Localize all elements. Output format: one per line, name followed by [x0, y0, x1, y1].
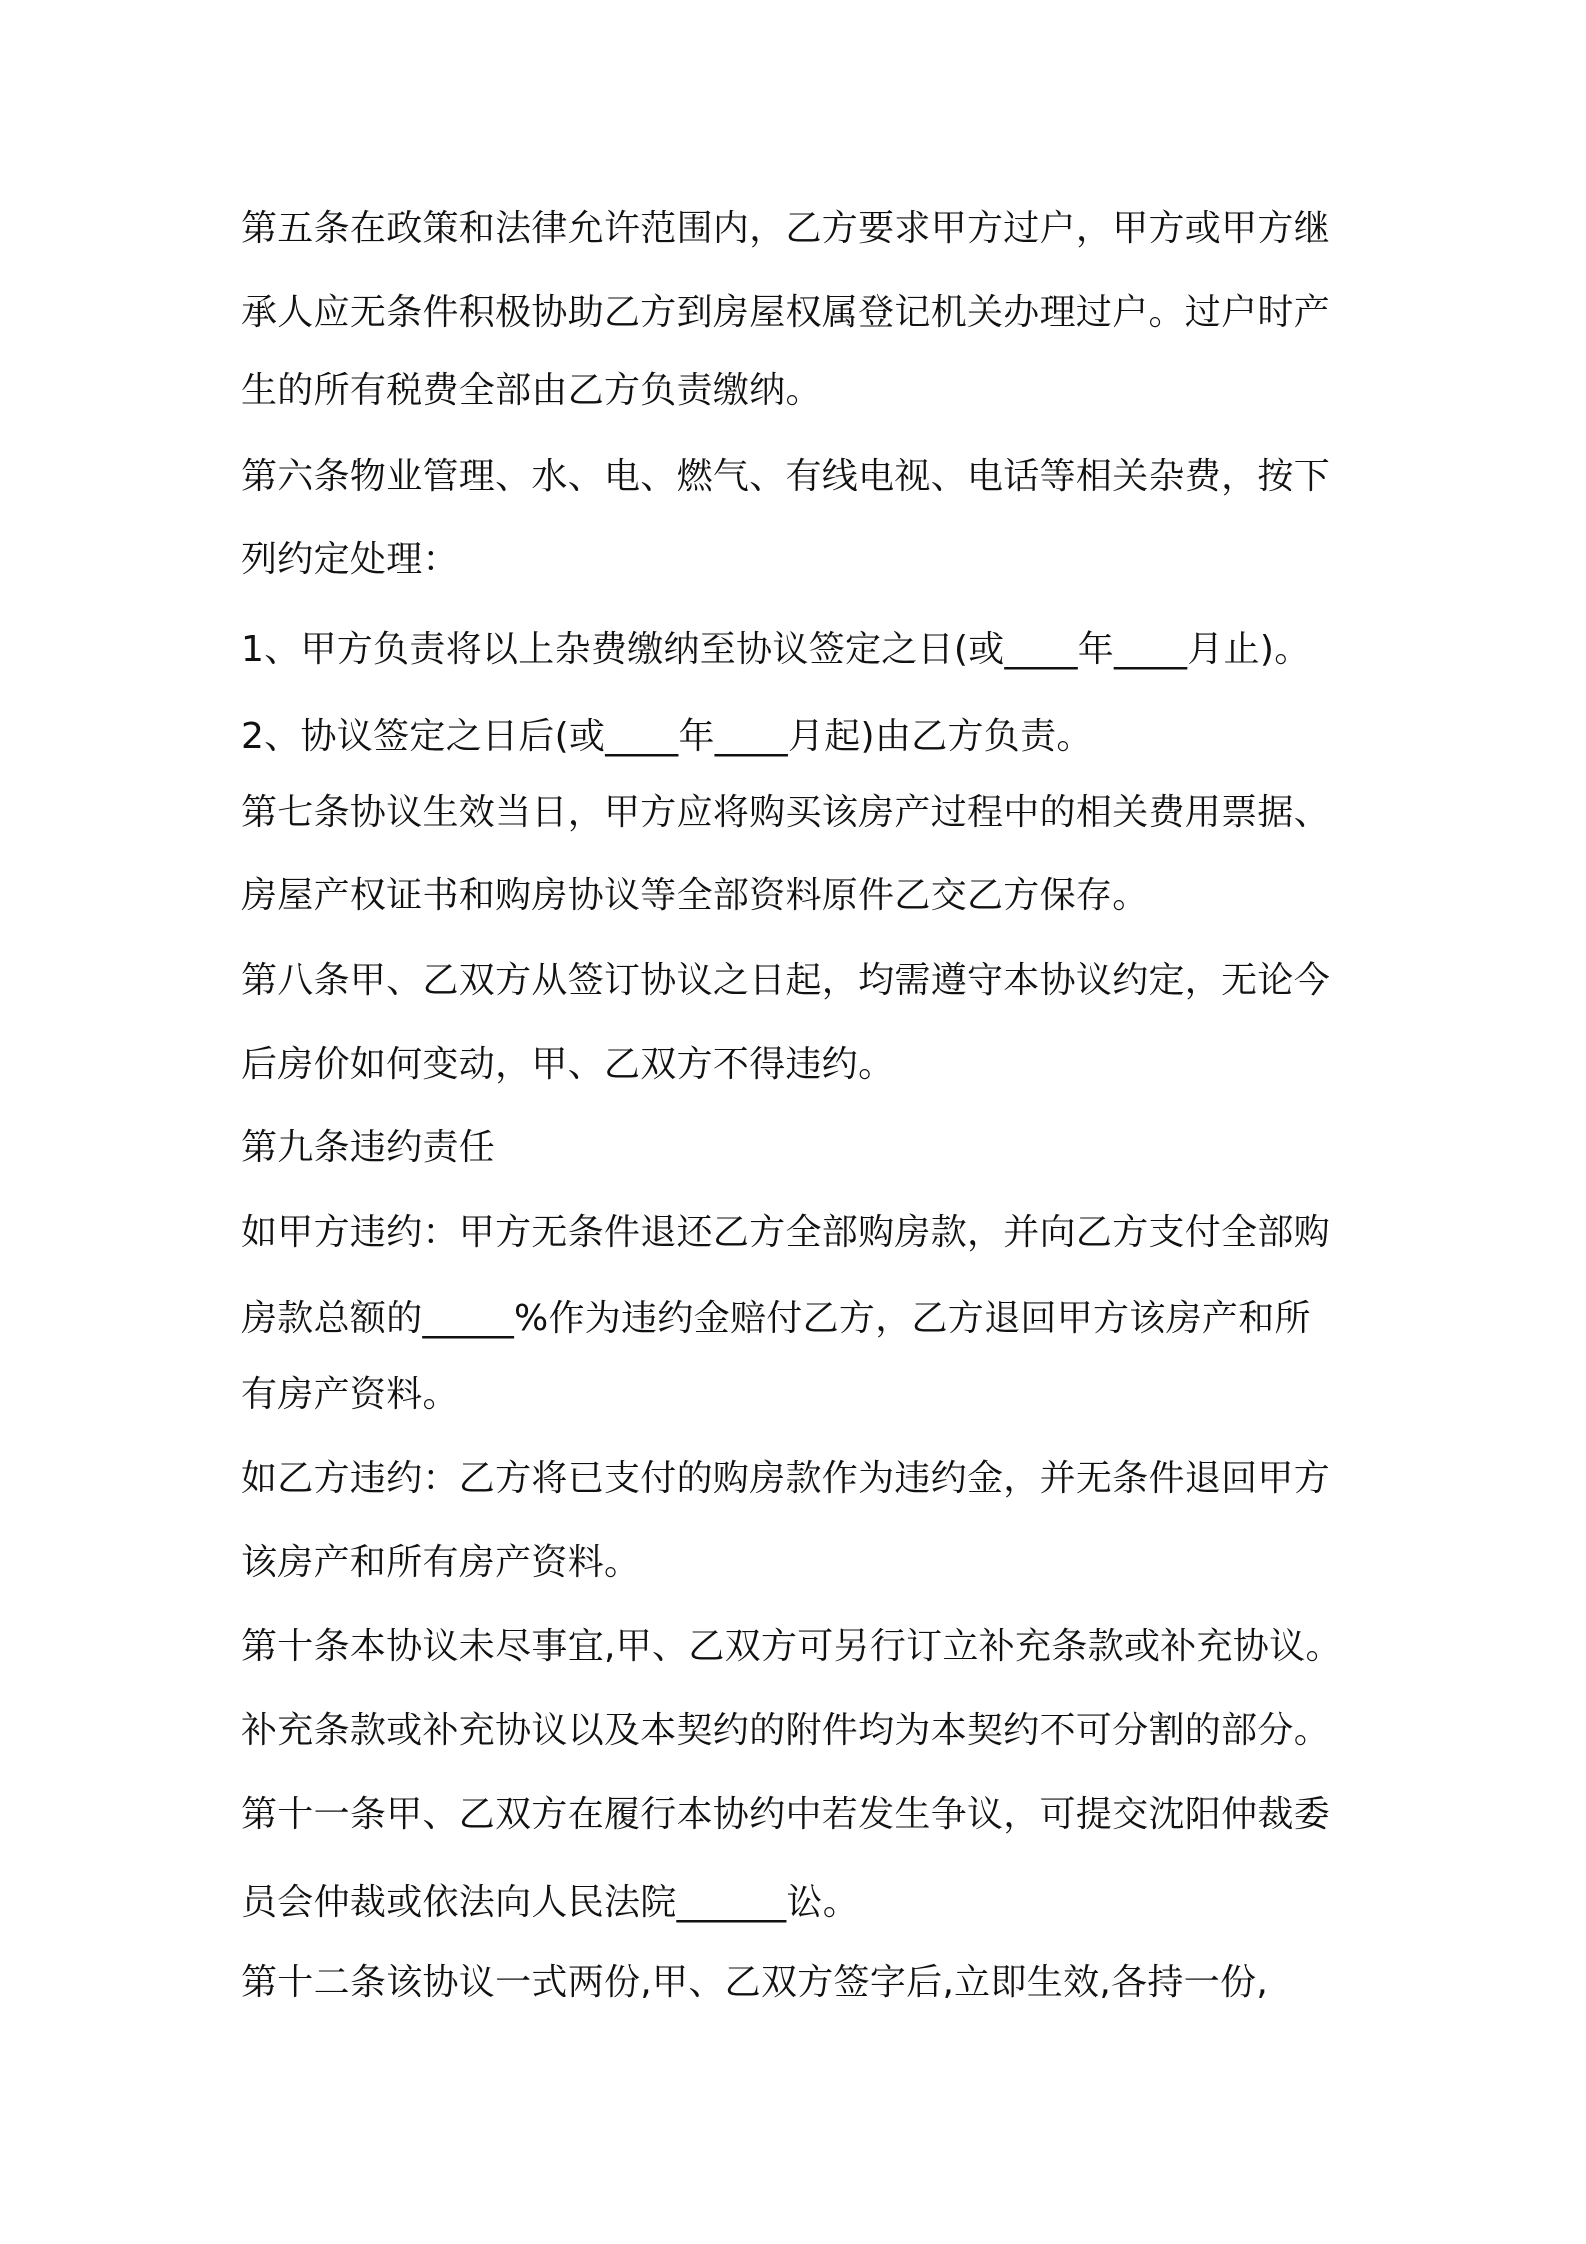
- text-line: 列约定处理：: [241, 539, 459, 580]
- text-line: 房屋产权证书和购房协议等全部资料原件乙交乙方保存。: [241, 875, 1149, 916]
- text-line: 补充条款或补充协议以及本契约的附件均为本契约不可分割的部分。: [241, 1710, 1331, 1751]
- text-line: 房款总额的_____%作为违约金赔付乙方，乙方退回甲方该房产和所: [241, 1298, 1311, 1339]
- text-line: 如乙方违约：乙方将已支付的购房款作为违约金，并无条件退回甲方: [241, 1458, 1331, 1499]
- text-line: 员会仲裁或依法向人民法院______讼。: [241, 1882, 859, 1923]
- text-line: 第五条在政策和法律允许范围内，乙方要求甲方过户，甲方或甲方继: [241, 208, 1331, 249]
- text-line: 第十一条甲、乙双方在履行本协约中若发生争议，可提交沈阳仲裁委: [241, 1794, 1331, 1835]
- text-line: 后房价如何变动，甲、乙双方不得违约。: [241, 1044, 895, 1085]
- text-line: 有房产资料。: [241, 1374, 459, 1415]
- text-line: 第十二条该协议一式两份,甲、乙双方签字后,立即生效,各持一份,: [241, 1962, 1269, 2003]
- text-line: 1、甲方负责将以上杂费缴纳至协议签定之日(或____年____月止)。: [241, 629, 1311, 670]
- text-line: 第六条物业管理、水、电、燃气、有线电视、电话等相关杂费，按下: [241, 456, 1331, 497]
- text-line: 第十条本协议未尽事宜,甲、乙双方可另行订立补充条款或补充协议。: [241, 1626, 1342, 1667]
- text-line: 该房产和所有房产资料。: [241, 1542, 641, 1583]
- text-line: 第八条甲、乙双方从签订协议之日起，均需遵守本协议约定，无论今: [241, 960, 1331, 1001]
- text-line: 生的所有税费全部由乙方负责缴纳。: [241, 370, 822, 411]
- text-line: 2、协议签定之日后(或____年____月起)由乙方负责。: [241, 716, 1093, 757]
- text-line: 第七条协议生效当日，甲方应将购买该房产过程中的相关费用票据、: [241, 792, 1331, 833]
- text-line: 如甲方违约：甲方无条件退还乙方全部购房款，并向乙方支付全部购: [241, 1212, 1331, 1253]
- text-line: 承人应无条件积极协助乙方到房屋权属登记机关办理过户。过户时产: [241, 292, 1331, 333]
- section-heading: 第九条违约责任: [241, 1127, 496, 1168]
